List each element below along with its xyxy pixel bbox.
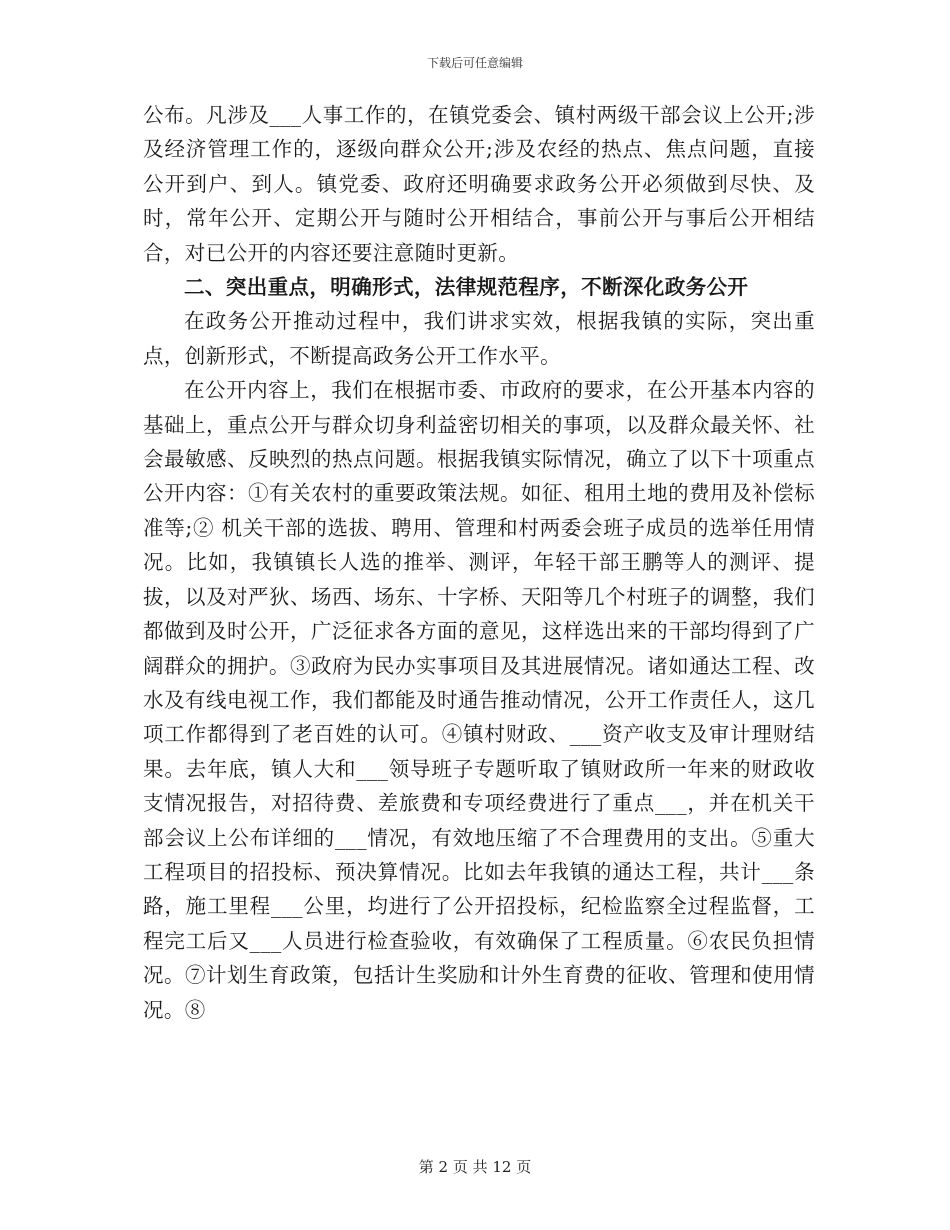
section-heading: 二、突出重点，明确形式，法律规范程序，不断深化政务公开 [184, 275, 749, 300]
page-number-footer: 第 2 页 共 12 页 [418, 1158, 532, 1176]
paragraph: 在公开内容上，我们在根据市委、市政府的要求，在公开基本内容的基础上，重点公开与群众切身利益密切相关的事项，以及群众最关怀、社会最敏感、反映烈的热点问题。根据我镇实际情况，确立了以下十项重点公开内容：①有关农村的重要政策法规。如征、租用土地的费用及补偿标准等;② 机关干部的选拔、聘用、管理和村两委会班子成员的选举任用情况。比如，我镇镇长人选的推举、测评，年轻干部王鹏等人的测评、提拔，以及对严狄、场西、场东、十字桥、天阳等几个村班子的调整，我们都做到及时公开，广泛征求各方面的意见，这样选出来的干部均得到了广阔群众的拥护。③政府为民办实事项目及其进展情况。诸如通达工程、改水及有线电视工作，我们都能及时通告推动情况，公开工作责任人，这几项工作都得到了老百姓的认可。④镇村财政、___资产收支及审计理财结果。去年底，镇人大和___领导班子专题听取了镇财政所一年来的财政收支情况报告，对招待费、差旅费和专项经费进行了重点___，并在机关干部会议上公布详细的___情况，有效地压缩了不合理费用的支出。⑤重大工程项目的招投标、预决算情况。比如去年我镇的通达工程，共计___条路，施工里程___公里，均进行了公开招投标，纪检监察全过程监督，工程完工后又___人员进行检查验收，有效确保了工程质量。⑥农民负担情况。⑦计划生育政策，包括计生奖励和计外生育费的征收、管理和使用情况。⑧ [143, 378, 815, 1022]
page-header-note: 下载后可任意编辑 [426, 56, 523, 70]
document-body [143, 98, 815, 1027]
paragraph-continued: 公布。凡涉及___人事工作的，在镇党委会、镇村两级干部会议上公开;涉及经济管理工作的，逐级向群众公开;涉及农经的热点、焦点问题，直接公开到户、到人。镇党委、政府还明确要求政务公开必须做到尽快、及时，常年公开、定期公开与随时公开相结合，事前公开与事后公开相结合，对已公开的内容还要注意随时更新。 [143, 103, 815, 265]
paragraph: 在政务公开推动过程中，我们讲求实效，根据我镇的实际，突出重点，创新形式，不断提高政务公开工作水平。 [143, 309, 815, 368]
